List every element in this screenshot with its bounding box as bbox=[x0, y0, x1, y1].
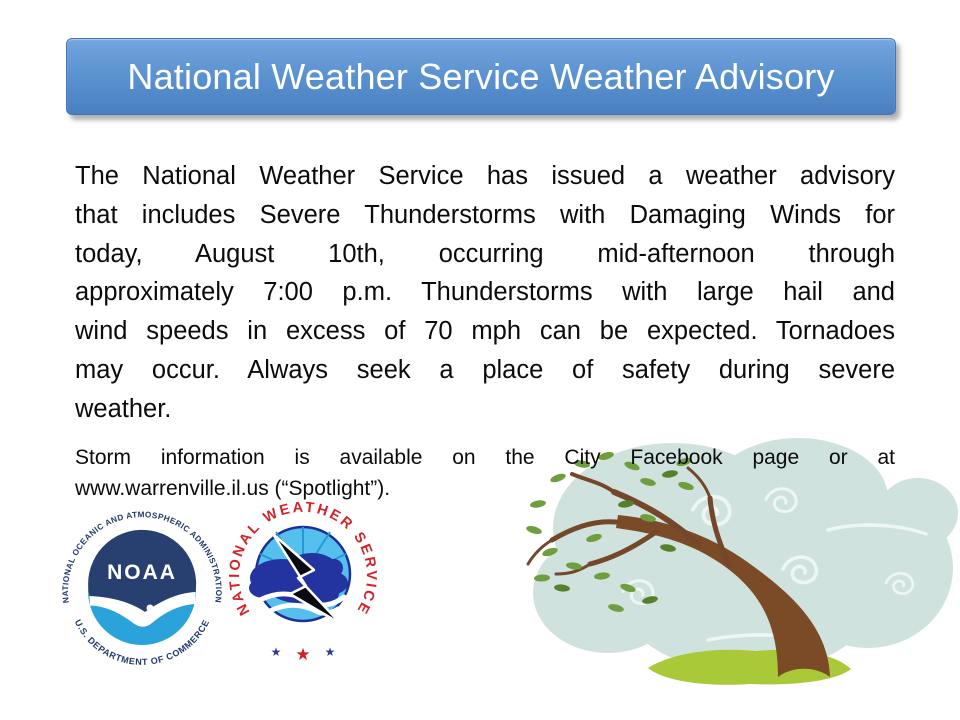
noaa-logo bbox=[56, 505, 228, 682]
storm-info-text bbox=[75, 443, 895, 504]
advisory-line: today, August 10th, occurring mid-afternoon through bbox=[75, 239, 895, 268]
advisory-line: may occur. Always seek a place of safety during severe bbox=[75, 355, 895, 384]
advisory-text bbox=[75, 157, 895, 429]
noaa-acronym: NOAA bbox=[107, 561, 177, 584]
advisory-line: The National Weather Service has issued a weather advisory bbox=[75, 162, 895, 190]
svg-text:★: ★ bbox=[295, 645, 311, 664]
page-title: National Weather Service Weather Advisory bbox=[127, 55, 835, 97]
advisory-line: that includes Severe Thunderstorms with Damaging Winds for bbox=[75, 200, 895, 229]
storm-info-line: Storm information is available on the City Facebook page or at bbox=[75, 446, 895, 469]
svg-text:★: ★ bbox=[324, 645, 336, 659]
nws-ring-text: NATIONAL WEATHER SERVICE bbox=[226, 499, 380, 618]
noaa-logo-svg bbox=[56, 505, 228, 677]
noaa-ring-text-bottom: U.S. DEPARTMENT OF COMMERCE bbox=[72, 617, 212, 667]
svg-text:★: ★ bbox=[270, 645, 282, 659]
storm-info-line: www.warrenville.il.us (“Spotlight”). bbox=[75, 476, 391, 500]
advisory-line: wind speeds in excess of 70 mph can be expected. Tornadoes bbox=[75, 317, 895, 346]
nws-stars bbox=[271, 645, 336, 664]
nws-logo bbox=[224, 498, 382, 678]
advisory-line: approximately 7:00 p.m. Thunderstorms with large hail and bbox=[75, 278, 895, 307]
advisory-line: weather. bbox=[75, 394, 172, 423]
noaa-ring-text-top: NATIONAL OCEANIC AND ATMOSPHERIC ADMINISTRATION bbox=[60, 510, 224, 604]
noaa-seagull-head bbox=[147, 605, 154, 612]
nws-logo-svg bbox=[224, 498, 382, 673]
title-banner bbox=[66, 38, 896, 115]
